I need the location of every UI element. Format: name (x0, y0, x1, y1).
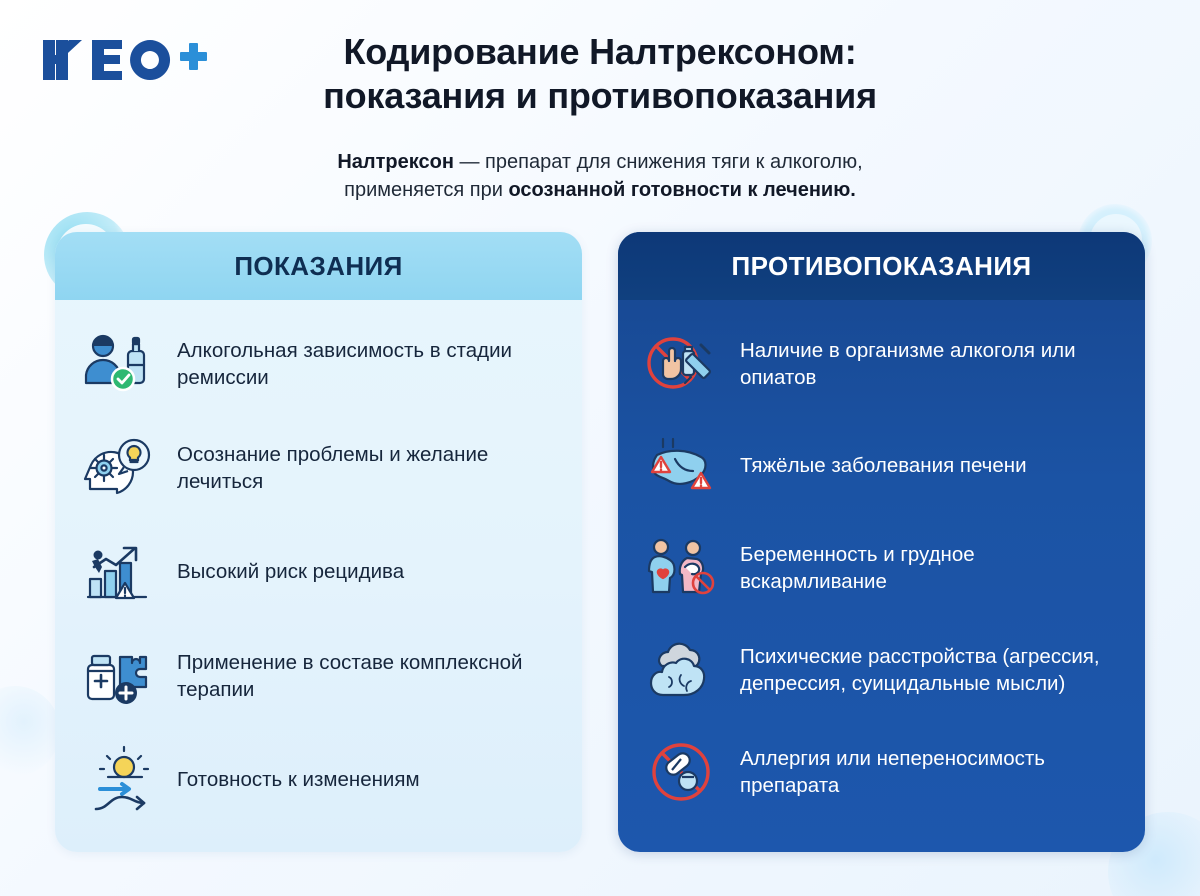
list-item (640, 530, 1119, 606)
contraindications-list (618, 300, 1145, 852)
list-item-label: Тяжёлые заболевания печени (740, 454, 1027, 478)
indications-heading: ПОКАЗАНИЯ (55, 232, 582, 300)
pregnancy-breastfeeding-icon (640, 530, 722, 606)
subtitle-text-1: — препарат для снижения тяги к алкоголю, (453, 151, 863, 173)
list-item (77, 742, 556, 818)
no-pills-allergy-icon (640, 734, 722, 810)
page-subtitle (220, 148, 980, 205)
list-item-label: Алкогольная зависимость в стадии ремиссии (177, 338, 512, 389)
risk-chart-up-icon (77, 534, 159, 610)
no-alcohol-syringe-icon (640, 326, 722, 402)
indications-list (55, 300, 582, 852)
subtitle-text-2: применяется при (344, 179, 509, 202)
list-item (640, 734, 1119, 810)
sunrise-road-arrow-icon (77, 742, 159, 818)
list-item-label: Психические расстройства (агрессия, депрессия, суицидальные мысли) (740, 644, 1100, 695)
page-title (160, 30, 1040, 118)
list-item (640, 326, 1119, 402)
liver-warning-icon (640, 428, 722, 504)
list-item-label: Применение в составе комплексной терапии (177, 650, 523, 701)
subtitle-drug-name: Налтрексон (337, 151, 454, 173)
page-title-line1: Кодирование Налтрексоном: (343, 31, 857, 72)
page-title-line2: показания и противопоказания (323, 74, 877, 116)
brain-storm-icon (640, 632, 722, 708)
list-item-label: Осознание проблемы и желание лечиться (177, 442, 489, 493)
pill-bottle-puzzle-plus-icon (77, 638, 159, 714)
list-item (77, 638, 556, 714)
list-item (77, 534, 556, 610)
list-item-label: Высокий риск рецидива (177, 560, 405, 584)
decorative-blob-bottom-left (0, 686, 60, 776)
list-item-label: Наличие в организме алкоголя или опиатов (740, 338, 1076, 389)
list-item (77, 326, 556, 402)
head-gears-idea-icon (77, 430, 159, 506)
list-item-label: Готовность к изменениям (177, 768, 420, 792)
list-item-label: Аллергия или непереносимость препарата (740, 746, 1045, 797)
contraindications-heading: ПРОТИВОПОКАЗАНИЯ (618, 232, 1145, 300)
contraindications-card (618, 232, 1145, 852)
indications-card (55, 232, 582, 852)
list-item (77, 430, 556, 506)
person-bottle-check-icon (77, 326, 159, 402)
columns-wrapper (55, 232, 1145, 852)
list-item-label: Беременность и грудное вскармливание (740, 542, 975, 593)
list-item (640, 632, 1119, 708)
list-item (640, 428, 1119, 504)
subtitle-emphasis: осознанной готовности к лечению. (508, 179, 856, 202)
